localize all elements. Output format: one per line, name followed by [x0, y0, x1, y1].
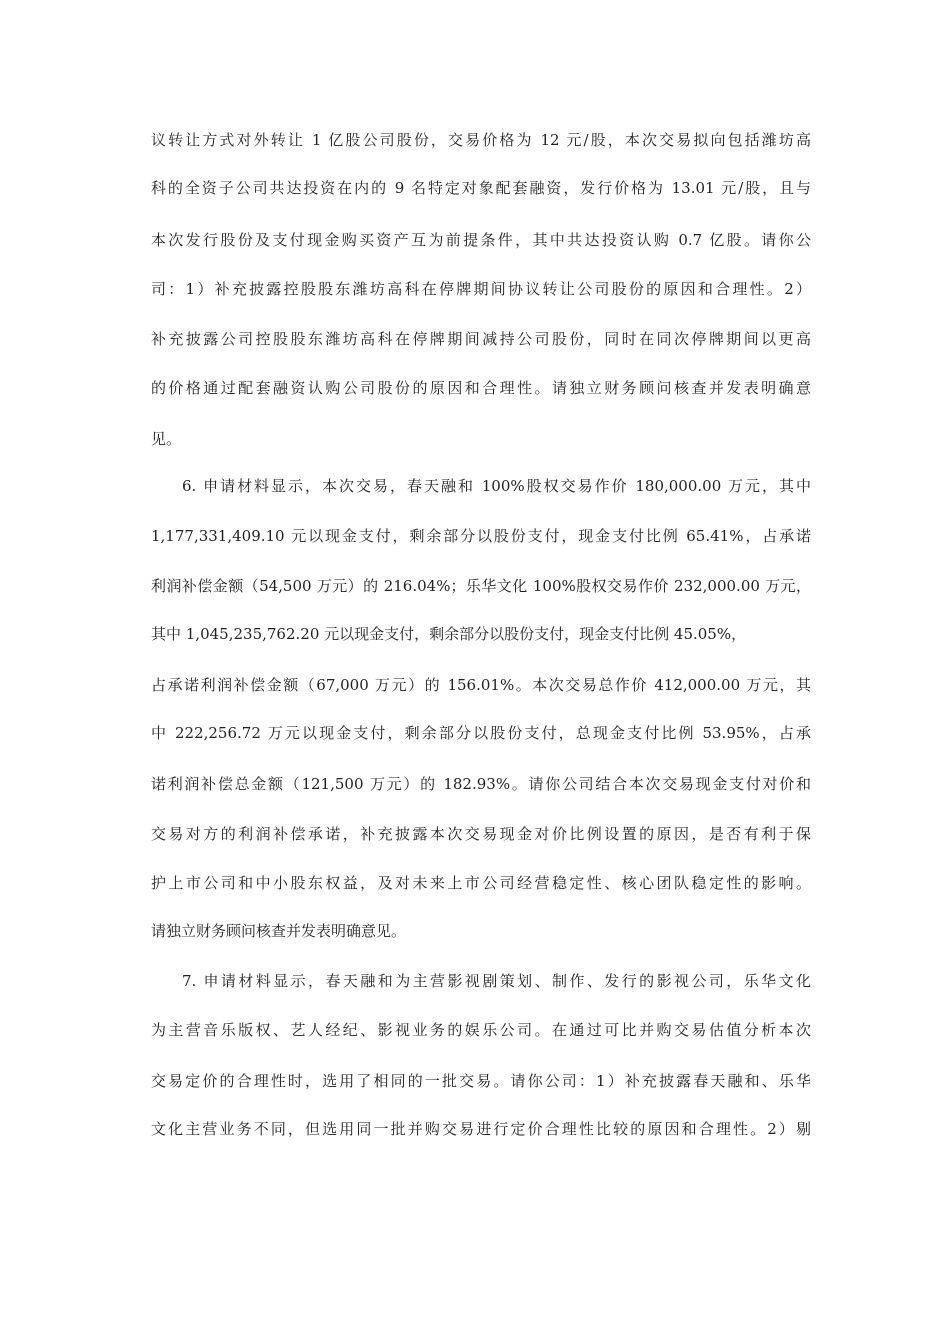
text-line: 中 222,256.72 万元以现金支付，剩余部分以股份支付，总现金支付比例 53.95%，占承	[151, 724, 811, 742]
text-line: 见。	[151, 430, 182, 448]
text-line: 1,177,331,409.10 元以现金支付，剩余部分以股份支付，现金支付比例 65.41%，占承诺	[151, 527, 811, 545]
text-line: 利润补偿金额（54,500 万元）的 216.04%；乐华文化 100%股权交易作价 232,000.00 万元，	[151, 577, 811, 595]
text-line: 护上市公司和中小股东权益，及对未来上市公司经营稳定性、核心团队稳定性的影响。	[151, 874, 811, 892]
text-line: 议转让方式对外转让 1 亿股公司股份，交易价格为 12 元/股，本次交易拟向包括潍坊高	[151, 131, 811, 149]
text-line: 为主营音乐版权、艺人经纪、影视业务的娱乐公司。在通过可比并购交易估值分析本次	[151, 1021, 811, 1039]
text-line: 科的全资子公司共达投资在内的 9 名特定对象配套融资，发行价格为 13.01 元/股，且与	[151, 179, 811, 197]
text-line: 文化主营业务不同，但选用同一批并购交易进行定价合理性比较的原因和合理性。2）剔	[151, 1120, 811, 1138]
text-line: 本次发行股份及支付现金购买资产互为前提条件，其中共达投资认购 0.7 亿股。请你公	[151, 231, 811, 249]
text-line: 其中 1,045,235,762.20 元以现金支付，剩余部分以股份支付，现金支付比例 45.05%，	[151, 625, 747, 643]
text-line: 的价格通过配套融资认购公司股份的原因和合理性。请独立财务顾问核查并发表明确意	[151, 379, 811, 397]
paragraph-6-first-line: 6. 申请材料显示，本次交易，春天融和 100%股权交易作价 180,000.00 万元，其中	[182, 477, 811, 495]
text-line: 司：1）补充披露控股股东潍坊高科在停牌期间协议转让公司股份的原因和合理性。2）	[151, 280, 811, 298]
text-line: 占承诺利润补偿金额（67,000 万元）的 156.01%。本次交易总作价 412,000.00 万元，其	[151, 676, 811, 694]
text-line: 交易定价的合理性时，选用了相同的一批交易。请你公司：1）补充披露春天融和、乐华	[151, 1072, 811, 1090]
text-line: 诺利润补偿总金额（121,500 万元）的 182.93%。请你公司结合本次交易现金支付对价和	[151, 775, 811, 793]
text-line: 补充披露公司控股股东潍坊高科在停牌期间减持公司股份，同时在同次停牌期间以更高	[151, 330, 811, 348]
text-line: 交易对方的利润补偿承诺，补充披露本次交易现金对价比例设置的原因，是否有利于保	[151, 825, 811, 843]
text-line: 请独立财务顾问核查并发表明确意见。	[151, 922, 407, 940]
paragraph-7-first-line: 7. 申请材料显示，春天融和为主营影视剧策划、制作、发行的影视公司，乐华文化	[182, 972, 811, 990]
